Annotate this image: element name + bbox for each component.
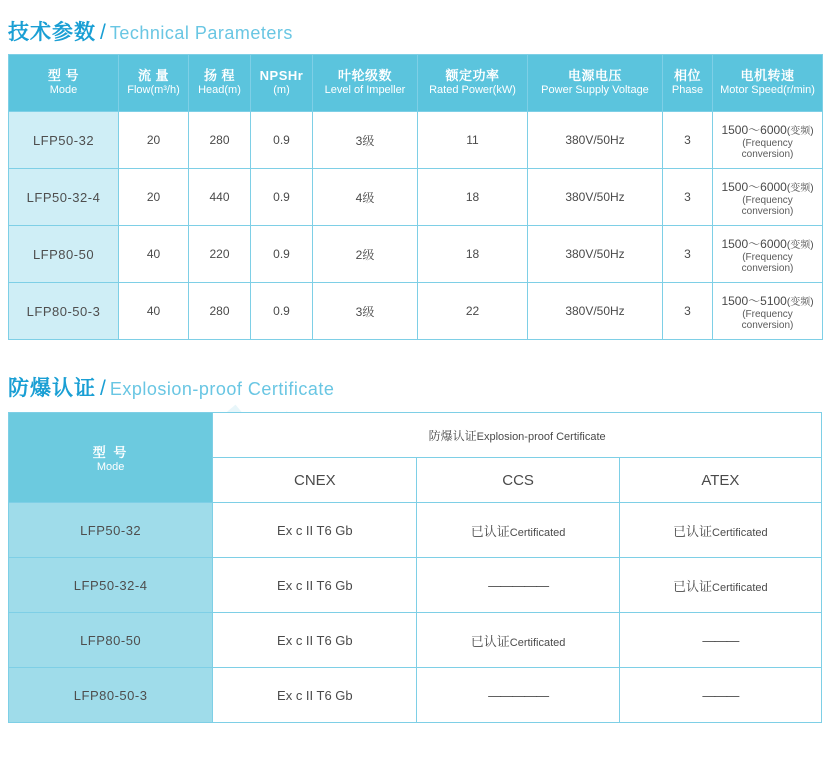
col-header-model-cn: 型 号 bbox=[47, 68, 80, 83]
technical-parameters-table bbox=[8, 54, 823, 340]
cell-speed-main bbox=[715, 121, 820, 138]
cell-speed-sub: (Frequency conversion) bbox=[741, 137, 794, 160]
col-header-speed-cn: 电机转速 bbox=[740, 68, 795, 83]
col-header-atex: ATEX bbox=[619, 458, 821, 503]
cell-voltage: 380V/50Hz bbox=[528, 169, 663, 226]
col-header-power-cn: 额定功率 bbox=[445, 68, 500, 83]
col-header-speed-en: Motor Speed(r/min) bbox=[720, 84, 815, 97]
cell-ccs-cn: ————— bbox=[488, 577, 549, 593]
cell-npshr: 0.9 bbox=[251, 169, 313, 226]
cell-model: LFP50-32-4 bbox=[9, 558, 213, 613]
cell-speed-range: 1500～6000 bbox=[721, 179, 787, 194]
cell-speed-tag: (变频) bbox=[786, 296, 814, 308]
cell-head: 280 bbox=[189, 283, 251, 340]
cell-atex bbox=[619, 503, 821, 558]
col-header-power-en: Rated Power(kW) bbox=[429, 84, 516, 97]
col-header-head-en: Head(m) bbox=[198, 84, 241, 97]
cell-npshr: 0.9 bbox=[251, 283, 313, 340]
cell-model: LFP50-32-4 bbox=[9, 169, 119, 226]
col-header-phase bbox=[663, 55, 713, 112]
col-header-power bbox=[418, 55, 528, 112]
cell-ccs-cn: ————— bbox=[488, 687, 549, 703]
cell-head: 220 bbox=[189, 226, 251, 283]
cell-power: 22 bbox=[418, 283, 528, 340]
cell-speed-sub: (Frequency conversion) bbox=[741, 308, 794, 331]
cell-ccs-cn: 已认证 bbox=[470, 523, 510, 539]
cell-speed bbox=[713, 112, 823, 169]
col-header-flow-cn: 流 量 bbox=[137, 68, 170, 83]
cell-impeller: 3级 bbox=[313, 112, 418, 169]
col-header-head bbox=[189, 55, 251, 112]
col-header-voltage bbox=[528, 55, 663, 112]
col-header-npshr bbox=[251, 55, 313, 112]
col-header-npshr-cn: NPSHr bbox=[259, 68, 304, 83]
cell-atex bbox=[619, 668, 821, 723]
col-header-certificate-group-en: Explosion-proof Certificate bbox=[476, 430, 606, 443]
cell-voltage: 380V/50Hz bbox=[528, 226, 663, 283]
col-header-phase-en: Phase bbox=[671, 84, 704, 97]
cell-speed-sub: (Frequency conversion) bbox=[741, 194, 794, 217]
cell-phase: 3 bbox=[663, 283, 713, 340]
cell-power: 11 bbox=[418, 112, 528, 169]
cell-impeller: 2级 bbox=[313, 226, 418, 283]
cell-head: 440 bbox=[189, 169, 251, 226]
cell-power: 18 bbox=[418, 226, 528, 283]
table-row bbox=[9, 668, 822, 723]
cell-phase: 3 bbox=[663, 169, 713, 226]
cell-ccs bbox=[417, 558, 619, 613]
col-header-certificate-group-cn: 防爆认证 bbox=[428, 428, 477, 443]
col-header-ccs: CCS bbox=[417, 458, 619, 503]
col-header-model-cn: 型 号 bbox=[92, 445, 129, 460]
cell-speed-range: 1500～6000 bbox=[721, 236, 787, 251]
table-row bbox=[9, 613, 822, 668]
section-title-cn: 技术参数 bbox=[8, 21, 96, 44]
cell-model: LFP50-32 bbox=[9, 503, 213, 558]
cell-head: 280 bbox=[189, 112, 251, 169]
col-header-model bbox=[9, 413, 213, 503]
cell-flow: 20 bbox=[119, 169, 189, 226]
cell-model: LFP80-50 bbox=[9, 226, 119, 283]
cell-speed-main bbox=[715, 292, 820, 309]
col-header-certificate-group bbox=[213, 413, 822, 458]
col-header-speed bbox=[713, 55, 823, 112]
cell-ccs-cn: 已认证 bbox=[470, 633, 510, 649]
cell-speed-main bbox=[715, 235, 820, 252]
cell-impeller: 4级 bbox=[313, 169, 418, 226]
cell-flow: 20 bbox=[119, 112, 189, 169]
col-header-impeller-en: Level of Impeller bbox=[324, 84, 406, 97]
cell-model: LFP80-50 bbox=[9, 613, 213, 668]
explosion-proof-certificate-table bbox=[8, 412, 822, 723]
cell-power: 18 bbox=[418, 169, 528, 226]
cell-atex-en: Certificated bbox=[712, 581, 768, 594]
cell-cnex: Ex c II T6 Gb bbox=[213, 613, 417, 668]
cell-flow: 40 bbox=[119, 283, 189, 340]
cell-speed bbox=[713, 169, 823, 226]
cell-speed-tag: (变频) bbox=[786, 239, 814, 251]
cell-atex-cn: 已认证 bbox=[673, 578, 713, 594]
col-header-model-en: Mode bbox=[49, 84, 78, 97]
cell-model: LFP50-32 bbox=[9, 112, 119, 169]
section-title-certificate bbox=[8, 372, 334, 402]
cell-ccs bbox=[417, 503, 619, 558]
section-title-technical bbox=[8, 16, 293, 46]
table-row bbox=[9, 283, 823, 340]
col-header-phase-cn: 相位 bbox=[673, 68, 701, 83]
cell-atex bbox=[619, 558, 821, 613]
cell-ccs bbox=[417, 668, 619, 723]
col-header-flow bbox=[119, 55, 189, 112]
table-header-row-group bbox=[9, 413, 822, 458]
cell-speed-tag: (变频) bbox=[786, 182, 814, 194]
col-header-model bbox=[9, 55, 119, 112]
col-header-flow-en: Flow(m³/h) bbox=[127, 84, 180, 97]
cell-atex-en: Certificated bbox=[712, 526, 768, 539]
col-header-head-cn: 扬 程 bbox=[203, 68, 236, 83]
cell-atex-cn: 已认证 bbox=[673, 523, 713, 539]
col-header-npshr-en: (m) bbox=[273, 84, 290, 97]
cell-speed-tag: (变频) bbox=[786, 125, 814, 137]
cell-voltage: 380V/50Hz bbox=[528, 283, 663, 340]
cell-model: LFP80-50-3 bbox=[9, 668, 213, 723]
cell-atex-cn: ——— bbox=[702, 687, 739, 703]
col-header-impeller bbox=[313, 55, 418, 112]
cell-speed-range: 1500～6000 bbox=[721, 122, 787, 137]
cell-cnex: Ex c II T6 Gb bbox=[213, 558, 417, 613]
cell-speed bbox=[713, 283, 823, 340]
cell-ccs bbox=[417, 613, 619, 668]
col-header-voltage-en: Power Supply Voltage bbox=[541, 84, 649, 97]
table-row bbox=[9, 503, 822, 558]
section-title-en: Explosion-proof Certificate bbox=[109, 379, 335, 399]
cell-speed bbox=[713, 226, 823, 283]
cell-ccs-en: Certificated bbox=[509, 636, 566, 649]
table-row bbox=[9, 226, 823, 283]
cell-impeller: 3级 bbox=[313, 283, 418, 340]
table-row bbox=[9, 558, 822, 613]
table-row bbox=[9, 112, 823, 169]
cell-npshr: 0.9 bbox=[251, 226, 313, 283]
cell-atex bbox=[619, 613, 821, 668]
cell-cnex: Ex c II T6 Gb bbox=[213, 503, 417, 558]
cell-cnex: Ex c II T6 Gb bbox=[213, 668, 417, 723]
table-header-row bbox=[9, 55, 823, 112]
cell-model: LFP80-50-3 bbox=[9, 283, 119, 340]
cell-speed-range: 1500～5100 bbox=[721, 293, 787, 308]
cell-ccs-en: Certificated bbox=[509, 526, 566, 539]
cell-atex-cn: ——— bbox=[702, 632, 739, 648]
cell-npshr: 0.9 bbox=[251, 112, 313, 169]
section-title-cn: 防爆认证 bbox=[8, 377, 96, 400]
cell-phase: 3 bbox=[663, 226, 713, 283]
col-header-impeller-cn: 叶轮级数 bbox=[337, 68, 392, 83]
section-title-separator: / bbox=[100, 377, 106, 400]
col-header-cnex: CNEX bbox=[213, 458, 417, 503]
section-title-en: Technical Parameters bbox=[109, 23, 293, 43]
cell-speed-main bbox=[715, 178, 820, 195]
cell-phase: 3 bbox=[663, 112, 713, 169]
cell-voltage: 380V/50Hz bbox=[528, 112, 663, 169]
col-header-voltage-cn: 电源电压 bbox=[567, 68, 622, 83]
section-title-separator: / bbox=[100, 21, 106, 44]
table-row bbox=[9, 169, 823, 226]
cell-flow: 40 bbox=[119, 226, 189, 283]
col-header-model-en: Mode bbox=[96, 461, 125, 473]
cell-speed-sub: (Frequency conversion) bbox=[741, 251, 794, 274]
